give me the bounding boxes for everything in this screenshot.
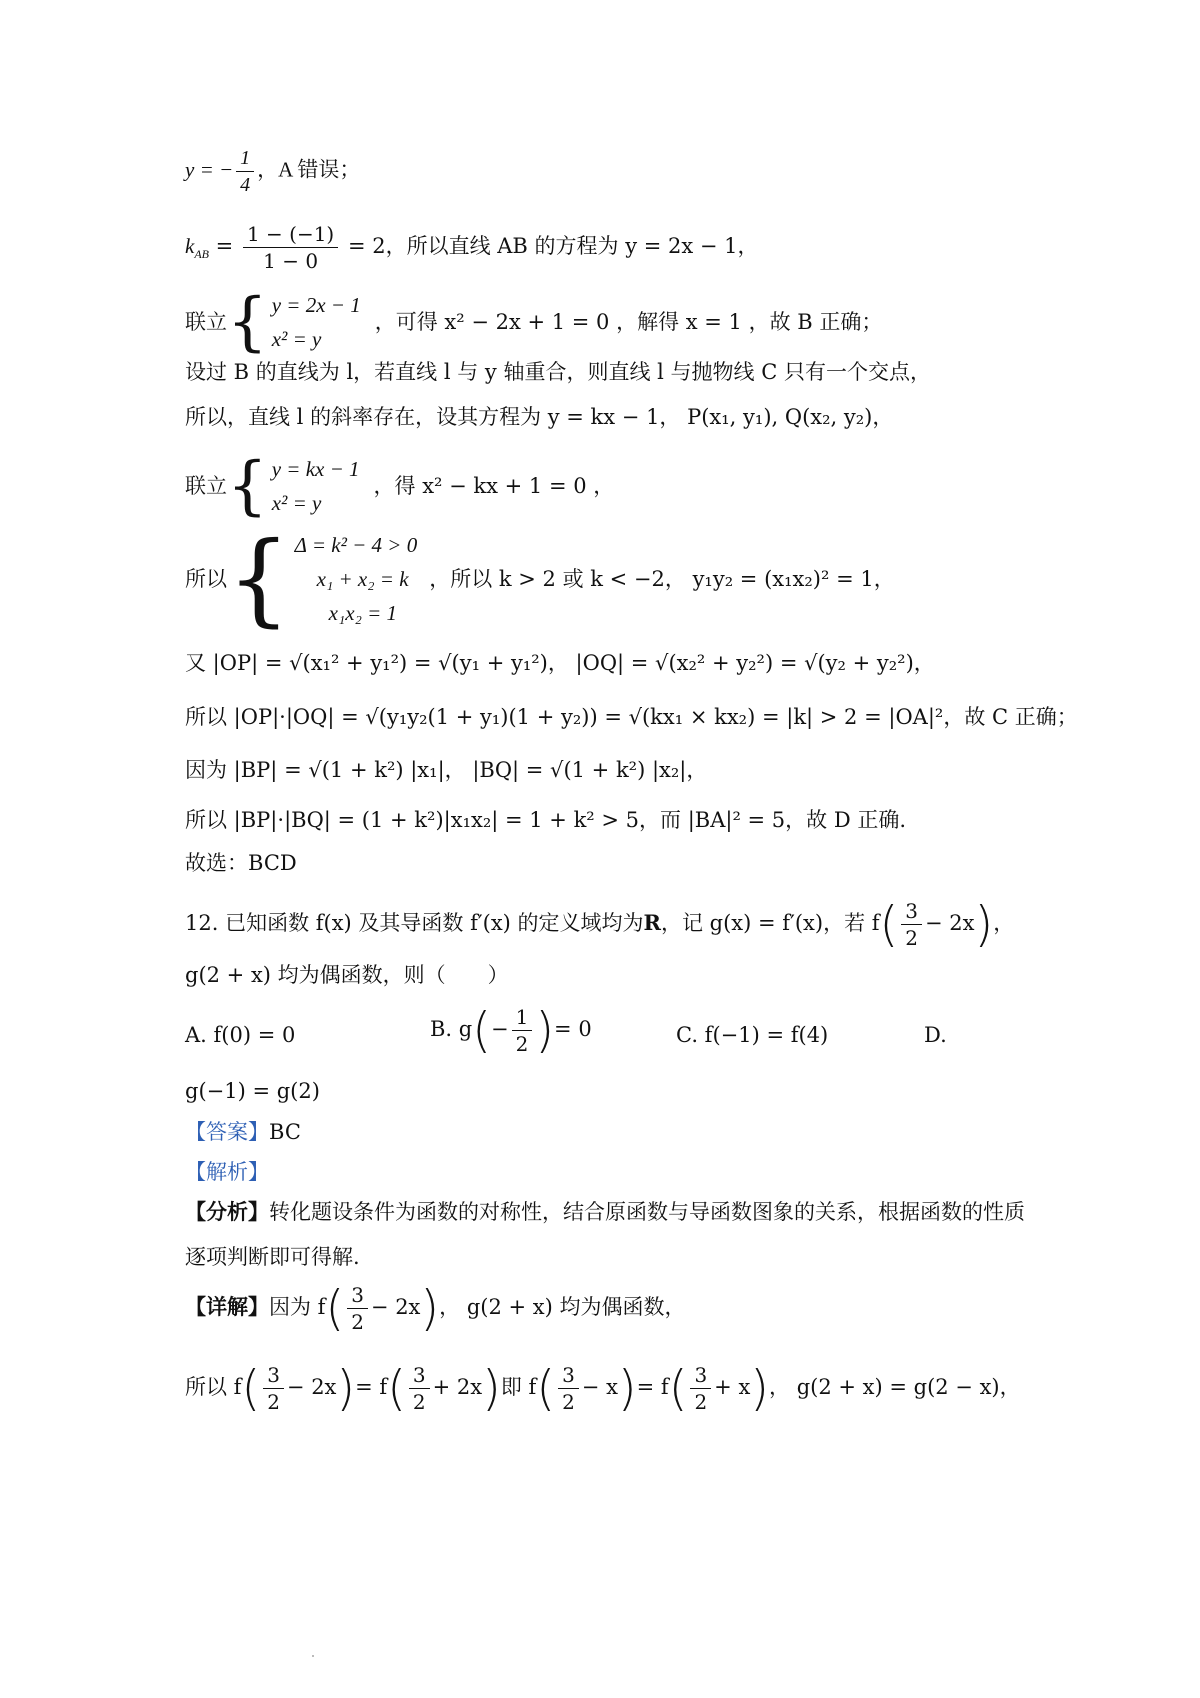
line-kab: $k_{AB}$ = $\frac{1 - (-1)}{1 - 0}$ = 2，所以直线 AB 的方程为 y = 2x − 1， (185, 222, 759, 273)
fenxi-line-1: 【分析】转化题设条件为函数的对称性，结合原函数与导函数图象的关系，根据函数的性质 (185, 1199, 1025, 1224)
q12-stem: 12. 已知函数 f(x) 及其导函数 f′(x) 的定义域均为R，记 g(x) = f′(x)，若 f( $\frac{3}{2}$ − 2x)， (185, 896, 1015, 953)
system-1: 联立 { y = 2x − 1 x² = y ，可得 x² − 2x + 1 = 0 ，解得 x = 1 ，故 B 正确； (185, 285, 883, 359)
brace-icon: { (227, 449, 268, 523)
line-9: 所以 |OP|·|OQ| = √(y₁y₂(1 + y₁)(1 + y₂)) = √(kx₁ × kx₂) = |k| > 2 = |OA|²，故 C 正确； (185, 705, 1078, 729)
brace-icon: { (227, 285, 268, 359)
line-system-2 (185, 449, 615, 523)
line-a-wrong: y = − $\frac{1}{4}$ ，A 错误； (185, 147, 361, 196)
line-kab-tail: = 2，所以直线 AB 的方程为 y = 2x − 1， (347, 234, 759, 258)
line-4: 设过 B 的直线为 l，若直线 l 与 y 轴重合，则直线 l 与抛物线 C 只有一个交点， (185, 360, 931, 384)
q12-stem-line2: g(2 + x) 均为偶函数，则（ ） (185, 963, 509, 987)
xiangjie-line-2: 所以 f( $\frac{3}{2}$ − 2x)= f( $\frac{3}{2}$ + 2x)即 f( $\frac{3}{2}$ − x)= f( $\frac{3}{2}$ + x)， g(2 + x) = g(2 − x)， (185, 1360, 1021, 1417)
fraction-quarter: $\frac{1}{4}$ (236, 145, 254, 198)
analysis-tag: 【解析】 (185, 1160, 269, 1184)
line-10: 因为 |BP| = √(1 + k²) |x₁|， |BQ| = √(1 + k²) |x₂|， (185, 758, 708, 782)
fenxi-line-2: 逐项判断即可得解. (185, 1245, 360, 1269)
line-11: 所以 |BP|·|BQ| = (1 + k²)|x₁x₂| = 1 + k² > 5，而 |BA|² = 5，故 D 正确. (185, 808, 907, 832)
fraction-kab: $\frac{1 - (-1)}{1 - 0}$ (243, 221, 338, 274)
line-8: 又 |OP| = √(x₁² + y₁²) = √(y₁ + y₁²)， |OQ| = √(x₂² + y₂²) = √(y₂ + y₂²)， (185, 651, 935, 675)
scan-dot (312, 1655, 314, 1657)
system-3: 所以 { Δ = k² − 4 > 0 x₁ + x₂ = k x₁x₂ = 1 ，所以 k > 2 或 k < −2， y₁y₂ = (x₁x₂)² = 1， (185, 520, 895, 637)
answer-line (185, 1117, 301, 1147)
option-d-value: g(−1) = g(2) (185, 1079, 320, 1103)
brace-icon: { (227, 520, 291, 637)
line-system-1 (185, 285, 883, 359)
answer-tag: 【答案】 (185, 1120, 269, 1144)
option-d: D. (924, 1023, 947, 1047)
line-system-3 (185, 520, 895, 637)
option-c: C. f(−1) = f(4) (676, 1023, 829, 1047)
line-5: 所以，直线 l 的斜率存在，设其方程为 y = kx − 1， P(x₁, y₁), Q(x₂, y₂)， (185, 405, 894, 429)
xiangjie-line-1: 【详解】因为 f( $\frac{3}{2}$ − 2x)， g(2 + x) 均为偶函数， (185, 1280, 686, 1337)
option-b: B. g(− $\frac{1}{2}$ )= 0 (430, 1002, 592, 1059)
system-2: 联立 { y = kx − 1 x² = y ，得 x² − kx + 1 = 0 ， (185, 449, 615, 523)
option-a: A. f(0) = 0 (185, 1023, 296, 1047)
line-12: 故选：BCD (185, 851, 297, 875)
answer-value: BC (269, 1120, 301, 1144)
line-a-wrong-tail: ，A 错误； (257, 157, 361, 182)
